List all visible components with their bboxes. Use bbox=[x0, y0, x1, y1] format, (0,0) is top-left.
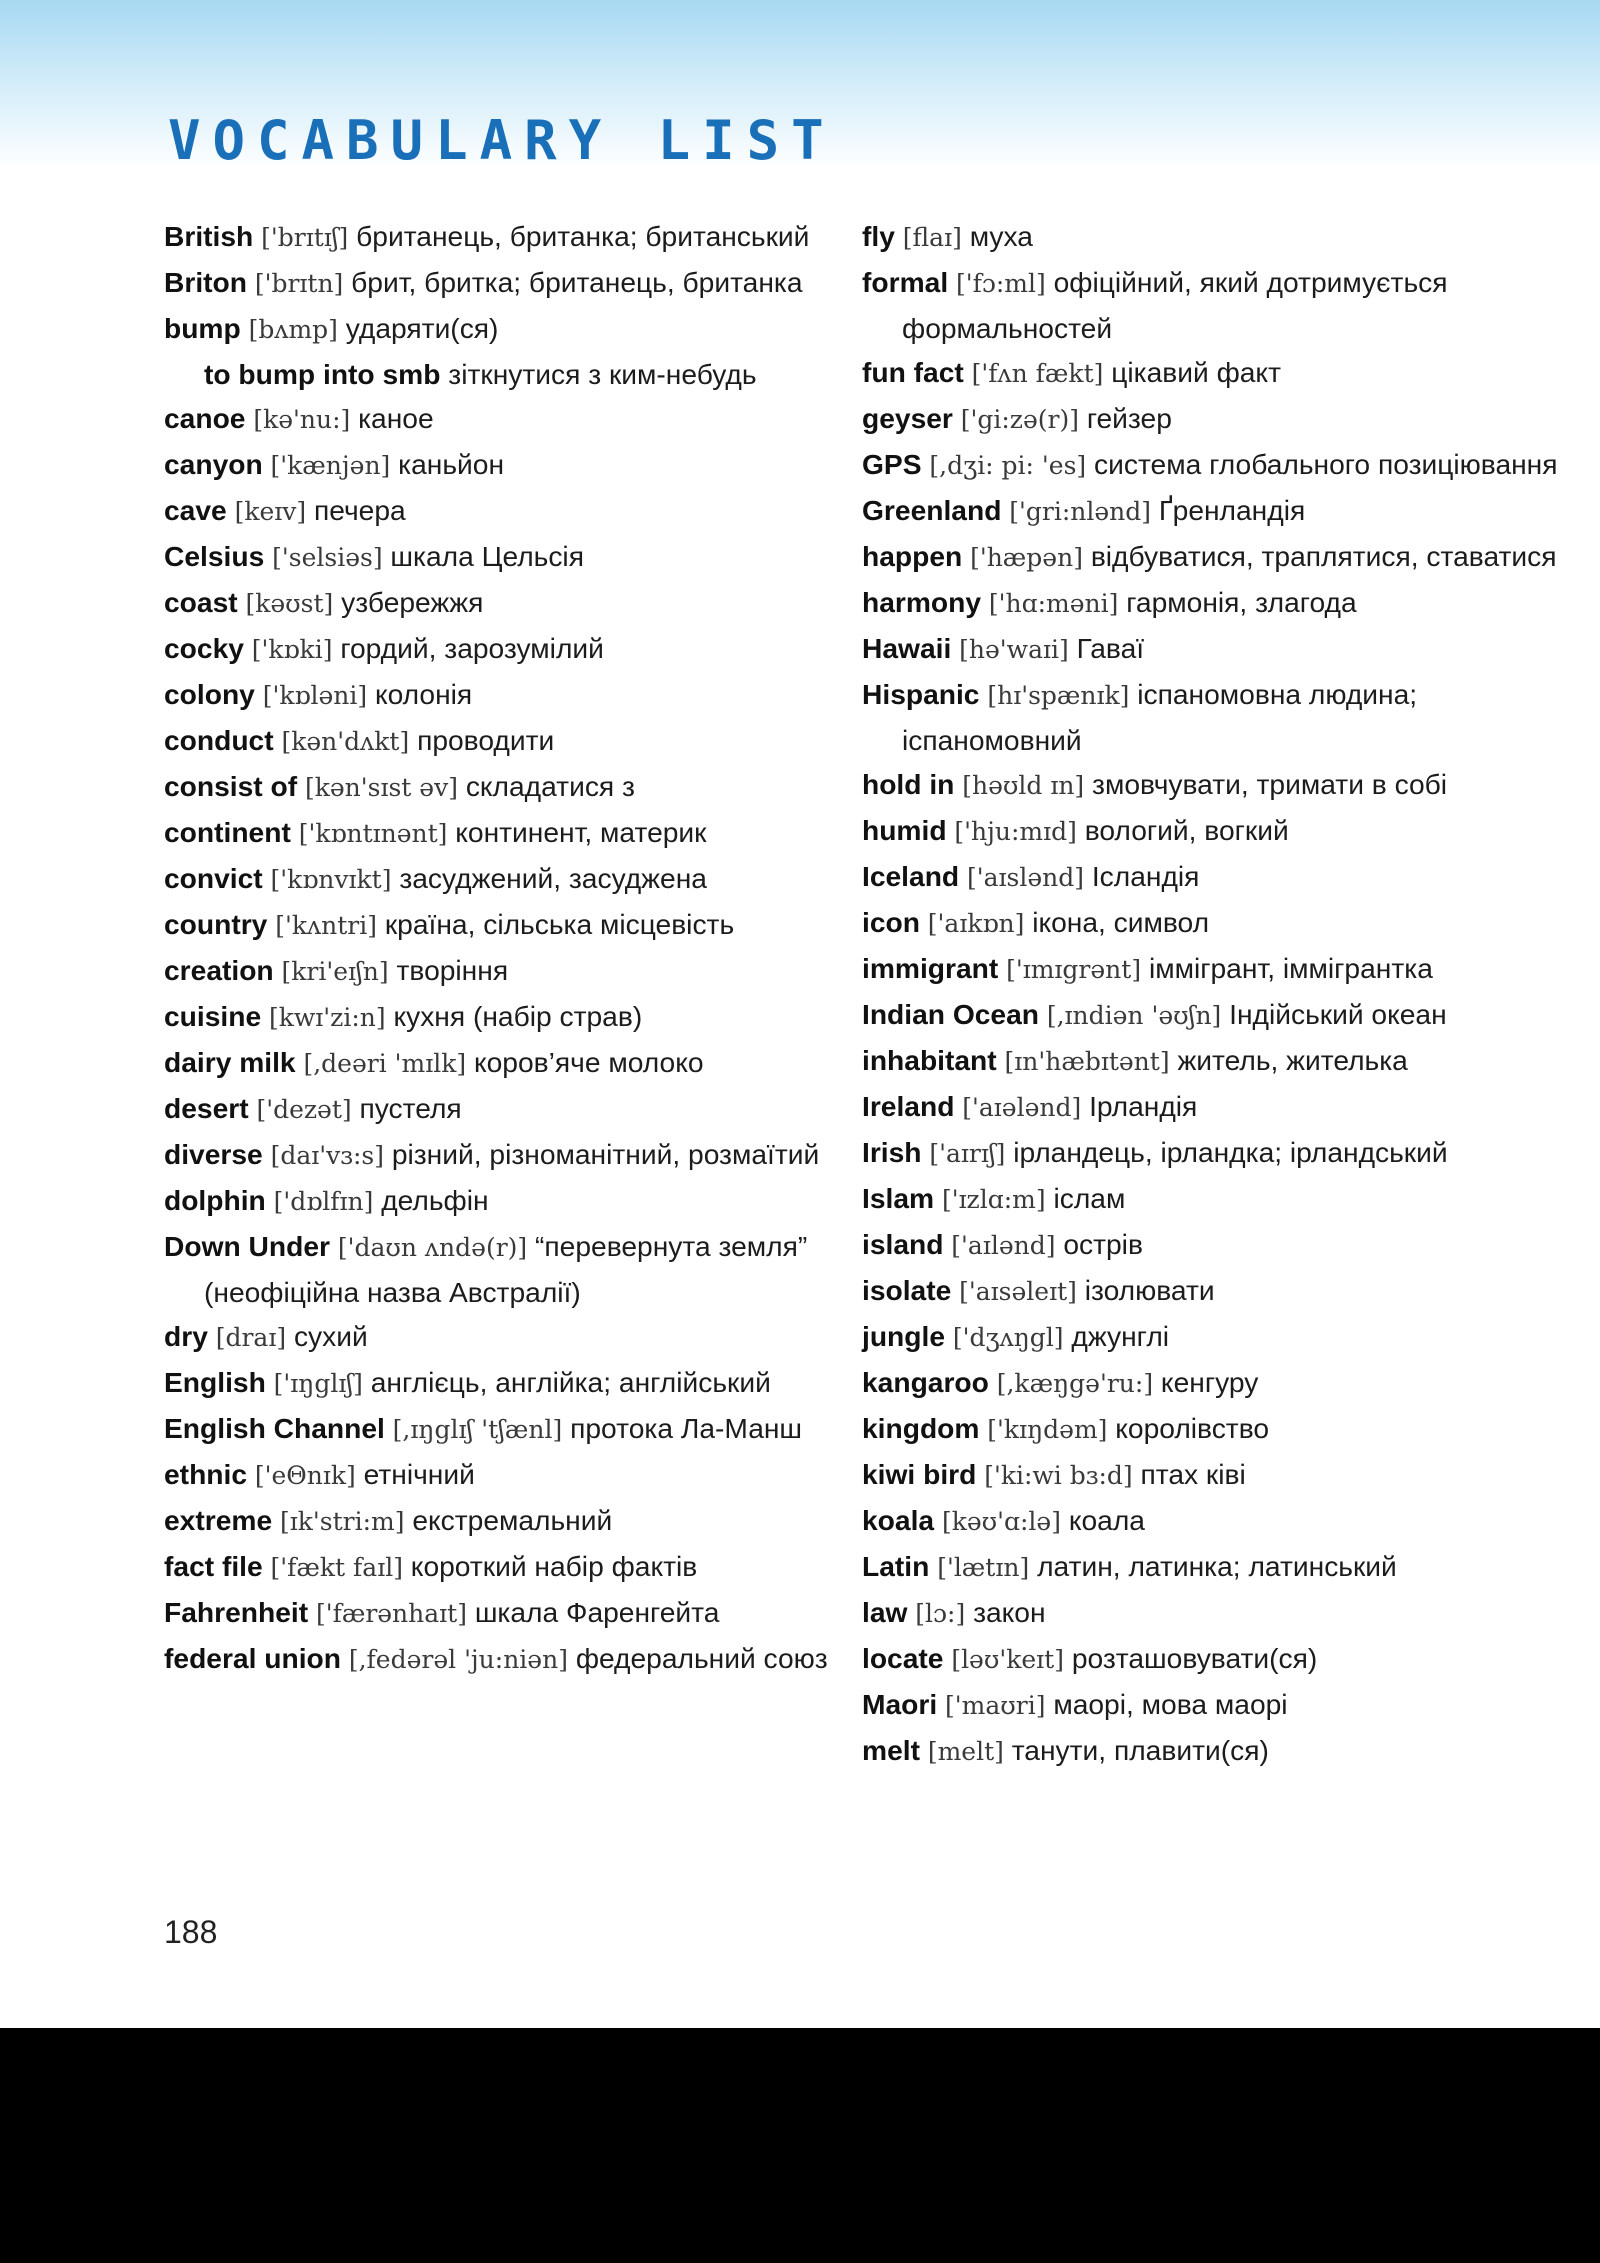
vocabulary-subentry bbox=[164, 352, 844, 396]
vocabulary-entry bbox=[862, 1498, 1562, 1544]
transcription: ['lætɪn] bbox=[937, 1553, 1030, 1582]
translation: іспаномовна людина; іспаномовний bbox=[902, 678, 1418, 756]
translation: брит, бритка; британець, британка bbox=[351, 266, 803, 298]
headword: fun fact bbox=[862, 356, 964, 388]
headword: locate bbox=[862, 1642, 944, 1674]
translation: англієць, англійка; англійський bbox=[370, 1366, 771, 1398]
transcription: ['hju:mɪd] bbox=[954, 817, 1077, 846]
vocabulary-entry bbox=[862, 580, 1562, 626]
headword: GPS bbox=[862, 448, 922, 480]
headword: country bbox=[164, 908, 268, 940]
translation: каное bbox=[358, 402, 434, 434]
headword: Celsius bbox=[164, 540, 265, 572]
headword: bump bbox=[164, 312, 241, 344]
headword: cuisine bbox=[164, 1000, 262, 1032]
vocabulary-entry bbox=[164, 1636, 844, 1682]
transcription: [hɪ'spænɪk] bbox=[987, 681, 1130, 710]
transcription: ['fɔ:ml] bbox=[956, 269, 1046, 298]
vocabulary-entry bbox=[164, 948, 844, 994]
transcription: [,deəri 'mɪlk] bbox=[303, 1049, 467, 1078]
translation: Гаваї bbox=[1076, 632, 1145, 664]
transcription: ['brɪtɪʃ] bbox=[261, 223, 349, 252]
transcription: ['gri:nlənd] bbox=[1009, 497, 1152, 526]
headword: island bbox=[862, 1228, 944, 1260]
translation: гармонія, злагода bbox=[1126, 586, 1357, 618]
translation: творіння bbox=[396, 954, 509, 986]
transcription: [,dʒi: pi: 'es] bbox=[929, 451, 1087, 480]
vocabulary-entry bbox=[862, 626, 1562, 672]
headword: icon bbox=[862, 906, 920, 938]
transcription: ['kɒki] bbox=[251, 635, 333, 664]
translation: система глобального позиціювання bbox=[1094, 448, 1558, 480]
vocabulary-entry bbox=[862, 1590, 1562, 1636]
transcription: [,fedərəl 'ju:niən] bbox=[348, 1645, 568, 1674]
transcription: ['ki:wi bɜ:d] bbox=[984, 1461, 1133, 1490]
vocabulary-entry bbox=[164, 902, 844, 948]
transcription: [ɪk'stri:m] bbox=[279, 1507, 405, 1536]
translation: коров’яче молоко bbox=[473, 1046, 704, 1078]
headword: immigrant bbox=[862, 952, 999, 984]
vocabulary-entry bbox=[862, 350, 1562, 396]
translation: складатися з bbox=[465, 770, 635, 802]
translation: печера bbox=[313, 494, 406, 526]
translation: колонія bbox=[374, 678, 473, 710]
headword: desert bbox=[164, 1092, 249, 1124]
headword: Irish bbox=[862, 1136, 922, 1168]
translation: узбережжя bbox=[341, 586, 484, 618]
headword: creation bbox=[164, 954, 274, 986]
vocabulary-entry bbox=[862, 1544, 1562, 1590]
headword: English bbox=[164, 1366, 266, 1398]
translation: латин, латинка; латинський bbox=[1037, 1550, 1397, 1582]
vocabulary-entry bbox=[862, 1130, 1562, 1176]
transcription: ['aɪələnd] bbox=[962, 1093, 1082, 1122]
page-title: VOCABULARY LIST bbox=[168, 109, 836, 172]
translation: шкала Фаренгейта bbox=[474, 1596, 720, 1628]
transcription: ['kɪŋdəm] bbox=[987, 1415, 1108, 1444]
transcription: [ɪn'hæbɪtənt] bbox=[1004, 1047, 1170, 1076]
translation: кухня (набір страв) bbox=[393, 1000, 643, 1032]
headword: Fahrenheit bbox=[164, 1596, 309, 1628]
translation: “перевернута земля” (неофіційна назва Австралії) bbox=[204, 1230, 808, 1308]
headword: cocky bbox=[164, 632, 244, 664]
headword: Down Under bbox=[164, 1230, 330, 1262]
translation: змовчувати, тримати в собі bbox=[1092, 768, 1448, 800]
translation: різний, різноманітний, розмаїтий bbox=[391, 1138, 820, 1170]
translation: муха bbox=[969, 220, 1033, 252]
translation: країна, сільська місцевість bbox=[384, 908, 735, 940]
headword: Greenland bbox=[862, 494, 1002, 526]
transcription: [,ɪndiən 'əʊʃn] bbox=[1046, 1001, 1222, 1030]
translation: федеральний союз bbox=[575, 1642, 828, 1674]
translation: іслам bbox=[1053, 1182, 1126, 1214]
headword: happen bbox=[862, 540, 963, 572]
translation: каньйон bbox=[398, 448, 505, 480]
translation: пустеля bbox=[359, 1092, 462, 1124]
translation: острів bbox=[1063, 1228, 1143, 1260]
transcription: ['kænjən] bbox=[270, 451, 391, 480]
vocabulary-entry bbox=[164, 214, 844, 260]
vocabulary-entry bbox=[164, 1406, 844, 1452]
vocabulary-entry bbox=[862, 260, 1562, 350]
vocabulary-entry bbox=[862, 1636, 1562, 1682]
headword: coast bbox=[164, 586, 238, 618]
translation: офіційний, який дотримується формальностей bbox=[902, 266, 1448, 344]
translation: цікавий факт bbox=[1111, 356, 1281, 388]
vocabulary-entry bbox=[862, 1222, 1562, 1268]
transcription: [lɔ:] bbox=[915, 1599, 966, 1628]
translation: Ґренландія bbox=[1158, 494, 1306, 526]
headword: kiwi bird bbox=[862, 1458, 977, 1490]
vocabulary-entry bbox=[164, 1086, 844, 1132]
transcription: [ləʊ'keɪt] bbox=[951, 1645, 1064, 1674]
vocabulary-entry bbox=[164, 1360, 844, 1406]
transcription: ['kɒntɪnənt] bbox=[298, 819, 448, 848]
headword: Latin bbox=[862, 1550, 930, 1582]
headword: Maori bbox=[862, 1688, 938, 1720]
transcription: ['hæpən] bbox=[970, 543, 1083, 572]
headword: isolate bbox=[862, 1274, 952, 1306]
transcription: [melt] bbox=[927, 1737, 1004, 1766]
transcription: [kən'sɪst əv] bbox=[304, 773, 458, 802]
vocabulary-entry bbox=[862, 672, 1562, 762]
vocabulary-entry bbox=[862, 214, 1562, 260]
translation: сухий bbox=[293, 1320, 368, 1352]
vocabulary-entry bbox=[164, 994, 844, 1040]
transcription: ['aɪlənd] bbox=[951, 1231, 1056, 1260]
vocabulary-entry bbox=[164, 1544, 844, 1590]
translation: британець, британка; британський bbox=[356, 220, 810, 252]
transcription: ['ɪzlɑ:m] bbox=[941, 1185, 1046, 1214]
headword: convict bbox=[164, 862, 263, 894]
transcription: [kri'eɪʃn] bbox=[281, 957, 389, 986]
headword: humid bbox=[862, 814, 947, 846]
transcription: [bʌmp] bbox=[248, 315, 338, 344]
headword: Indian Ocean bbox=[862, 998, 1039, 1030]
translation: житель, жителька bbox=[1177, 1044, 1408, 1076]
headword: dry bbox=[164, 1320, 208, 1352]
vocabulary-entry bbox=[862, 1360, 1562, 1406]
vocabulary-entry bbox=[862, 1038, 1562, 1084]
translation: проводити bbox=[417, 724, 555, 756]
headword: formal bbox=[862, 266, 949, 298]
vocabulary-entry bbox=[862, 488, 1562, 534]
headword: harmony bbox=[862, 586, 982, 618]
vocabulary-entry bbox=[164, 718, 844, 764]
headword: kangaroo bbox=[862, 1366, 989, 1398]
transcription: ['gi:zə(r)] bbox=[960, 405, 1079, 434]
vocabulary-entry bbox=[164, 306, 844, 352]
vocabulary-entry bbox=[862, 534, 1562, 580]
vocabulary-entry bbox=[862, 808, 1562, 854]
transcription: [keɪv] bbox=[234, 497, 307, 526]
vocabulary-entry bbox=[164, 1590, 844, 1636]
translation: ікона, символ bbox=[1032, 906, 1210, 938]
vocabulary-entry bbox=[164, 1178, 844, 1224]
transcription: ['ɪŋglɪʃ] bbox=[273, 1369, 363, 1398]
headword: Ireland bbox=[862, 1090, 955, 1122]
headword: melt bbox=[862, 1734, 920, 1766]
vocabulary-entry bbox=[164, 488, 844, 534]
headword: canyon bbox=[164, 448, 263, 480]
translation: континент, материк bbox=[455, 816, 707, 848]
page-number: 188 bbox=[164, 1914, 218, 1950]
headword: jungle bbox=[862, 1320, 945, 1352]
translation: короткий набір фактів bbox=[410, 1550, 698, 1582]
transcription: [kəʊst] bbox=[245, 589, 334, 618]
translation: гордий, зарозумілий bbox=[340, 632, 604, 664]
translation: екстремальний bbox=[412, 1504, 613, 1536]
vocabulary-entry bbox=[862, 1314, 1562, 1360]
vocabulary-entry bbox=[862, 854, 1562, 900]
transcription: [kə'nu:] bbox=[253, 405, 351, 434]
vocabulary-entry bbox=[862, 1268, 1562, 1314]
transcription: ['dʒʌŋgl] bbox=[952, 1323, 1064, 1352]
headword: kingdom bbox=[862, 1412, 980, 1444]
translation: дельфін bbox=[381, 1184, 489, 1216]
transcription: ['aɪkɒn] bbox=[927, 909, 1025, 938]
vocabulary-entry bbox=[862, 762, 1562, 808]
transcription: ['aɪslənd] bbox=[966, 863, 1084, 892]
vocabulary-entry bbox=[862, 1682, 1562, 1728]
transcription: [,kæŋgə'ru:] bbox=[996, 1369, 1154, 1398]
transcription: [,ɪŋglɪʃ 'tʃænl] bbox=[392, 1415, 563, 1444]
headword: canoe bbox=[164, 402, 246, 434]
left-column bbox=[164, 214, 844, 1682]
translation: джунглі bbox=[1071, 1320, 1170, 1352]
vocabulary-entry bbox=[164, 1224, 844, 1314]
translation: зіткнутися з ким-небудь bbox=[448, 358, 757, 390]
transcription: ['dɒlfɪn] bbox=[273, 1187, 374, 1216]
headword: Islam bbox=[862, 1182, 935, 1214]
transcription: ['hɑ:məni] bbox=[988, 589, 1119, 618]
headword: Hispanic bbox=[862, 678, 980, 710]
transcription: ['kɒləni] bbox=[262, 681, 368, 710]
vocabulary-entry bbox=[164, 442, 844, 488]
translation: шкала Цельсія bbox=[390, 540, 584, 572]
headword: dolphin bbox=[164, 1184, 266, 1216]
headword: koala bbox=[862, 1504, 935, 1536]
headword: conduct bbox=[164, 724, 274, 756]
vocabulary-entry bbox=[164, 580, 844, 626]
vocabulary-entry bbox=[862, 946, 1562, 992]
vocabulary-entry bbox=[164, 856, 844, 902]
headword: British bbox=[164, 220, 254, 252]
vocabulary-entry bbox=[164, 672, 844, 718]
vocabulary-entry bbox=[862, 1084, 1562, 1130]
translation: маорі, мова маорі bbox=[1053, 1688, 1288, 1720]
headword: Hawaii bbox=[862, 632, 952, 664]
transcription: ['kʌntri] bbox=[275, 911, 377, 940]
translation: королівство bbox=[1115, 1412, 1270, 1444]
transcription: ['dezət] bbox=[256, 1095, 352, 1124]
transcription: ['aɪrɪʃ] bbox=[929, 1139, 1006, 1168]
right-column bbox=[862, 214, 1562, 1774]
translation: протока Ла-Манш bbox=[570, 1412, 803, 1444]
transcription: [kəʊ'ɑ:lə] bbox=[941, 1507, 1061, 1536]
headword: to bump into smb bbox=[204, 358, 441, 390]
translation: етнічний bbox=[363, 1458, 475, 1490]
vocabulary-entry bbox=[164, 1132, 844, 1178]
transcription: [kwɪ'zi:n] bbox=[268, 1003, 386, 1032]
translation: Ірландія bbox=[1089, 1090, 1198, 1122]
translation: птах ківі bbox=[1140, 1458, 1246, 1490]
headword: Iceland bbox=[862, 860, 960, 892]
translation: Індійський океан bbox=[1229, 998, 1447, 1030]
vocabulary-entry bbox=[164, 764, 844, 810]
headword: consist of bbox=[164, 770, 298, 802]
transcription: ['maʊri] bbox=[945, 1691, 1046, 1720]
vocabulary-entry bbox=[862, 992, 1562, 1038]
transcription: ['fækt faɪl] bbox=[270, 1553, 403, 1582]
translation: закон bbox=[973, 1596, 1046, 1628]
headword: fly bbox=[862, 220, 895, 252]
vocabulary-entry bbox=[862, 1406, 1562, 1452]
vocabulary-entry bbox=[164, 1498, 844, 1544]
transcription: [draɪ] bbox=[215, 1323, 287, 1352]
headword: extreme bbox=[164, 1504, 273, 1536]
transcription: ['færənhaɪt] bbox=[315, 1599, 467, 1628]
vocabulary-entry bbox=[164, 1452, 844, 1498]
headword: dairy milk bbox=[164, 1046, 296, 1078]
transcription: ['brɪtn] bbox=[254, 269, 344, 298]
translation: засуджений, засуджена bbox=[399, 862, 707, 894]
vocabulary-entry bbox=[862, 1176, 1562, 1222]
translation: Ісландія bbox=[1091, 860, 1200, 892]
headword: Briton bbox=[164, 266, 247, 298]
translation: гейзер bbox=[1086, 402, 1172, 434]
headword: geyser bbox=[862, 402, 953, 434]
headword: hold in bbox=[862, 768, 955, 800]
headword: federal union bbox=[164, 1642, 341, 1674]
translation: відбуватися, траплятися, ставатися bbox=[1090, 540, 1557, 572]
translation: розташовувати(ся) bbox=[1071, 1642, 1318, 1674]
translation: ізолювати bbox=[1084, 1274, 1215, 1306]
vocabulary-entry bbox=[862, 1452, 1562, 1498]
headword: English Channel bbox=[164, 1412, 385, 1444]
vocabulary-entry bbox=[164, 1314, 844, 1360]
translation: іммігрант, іммігрантка bbox=[1148, 952, 1433, 984]
headword: cave bbox=[164, 494, 227, 526]
vocabulary-entry bbox=[862, 442, 1562, 488]
transcription: [hə'waɪi] bbox=[959, 635, 1069, 664]
bottom-black-band bbox=[0, 2028, 1600, 2263]
transcription: ['kɒnvɪkt] bbox=[270, 865, 392, 894]
transcription: ['selsiəs] bbox=[272, 543, 383, 572]
transcription: [daɪ'vɜ:s] bbox=[270, 1141, 384, 1170]
headword: law bbox=[862, 1596, 908, 1628]
vocabulary-entry bbox=[862, 900, 1562, 946]
vocabulary-entry bbox=[862, 1728, 1562, 1774]
transcription: ['ɪmɪgrənt] bbox=[1006, 955, 1142, 984]
headword: diverse bbox=[164, 1138, 263, 1170]
headword: fact file bbox=[164, 1550, 263, 1582]
transcription: [kən'dʌkt] bbox=[281, 727, 410, 756]
headword: colony bbox=[164, 678, 255, 710]
transcription: [həʊld ɪn] bbox=[962, 771, 1085, 800]
translation: вологий, вогкий bbox=[1084, 814, 1289, 846]
headword: inhabitant bbox=[862, 1044, 997, 1076]
vocabulary-entry bbox=[164, 396, 844, 442]
translation: ірландець, ірландка; ірландський bbox=[1013, 1136, 1448, 1168]
translation: ударяти(ся) bbox=[345, 312, 499, 344]
transcription: ['aɪsəleɪt] bbox=[959, 1277, 1077, 1306]
transcription: ['eΘnɪk] bbox=[254, 1461, 356, 1490]
transcription: ['fʌn fækt] bbox=[971, 359, 1104, 388]
transcription: [flaɪ] bbox=[902, 223, 962, 252]
transcription: ['daʊn ʌndə(r)] bbox=[337, 1233, 528, 1262]
vocabulary-entry bbox=[164, 260, 844, 306]
vocabulary-entry bbox=[164, 1040, 844, 1086]
translation: танути, плавити(ся) bbox=[1011, 1734, 1269, 1766]
headword: continent bbox=[164, 816, 291, 848]
vocabulary-entry bbox=[164, 810, 844, 856]
vocabulary-entry bbox=[164, 626, 844, 672]
vocabulary-entry bbox=[164, 534, 844, 580]
translation: кенгуру bbox=[1160, 1366, 1259, 1398]
vocabulary-entry bbox=[862, 396, 1562, 442]
translation: коала bbox=[1068, 1504, 1145, 1536]
headword: ethnic bbox=[164, 1458, 248, 1490]
